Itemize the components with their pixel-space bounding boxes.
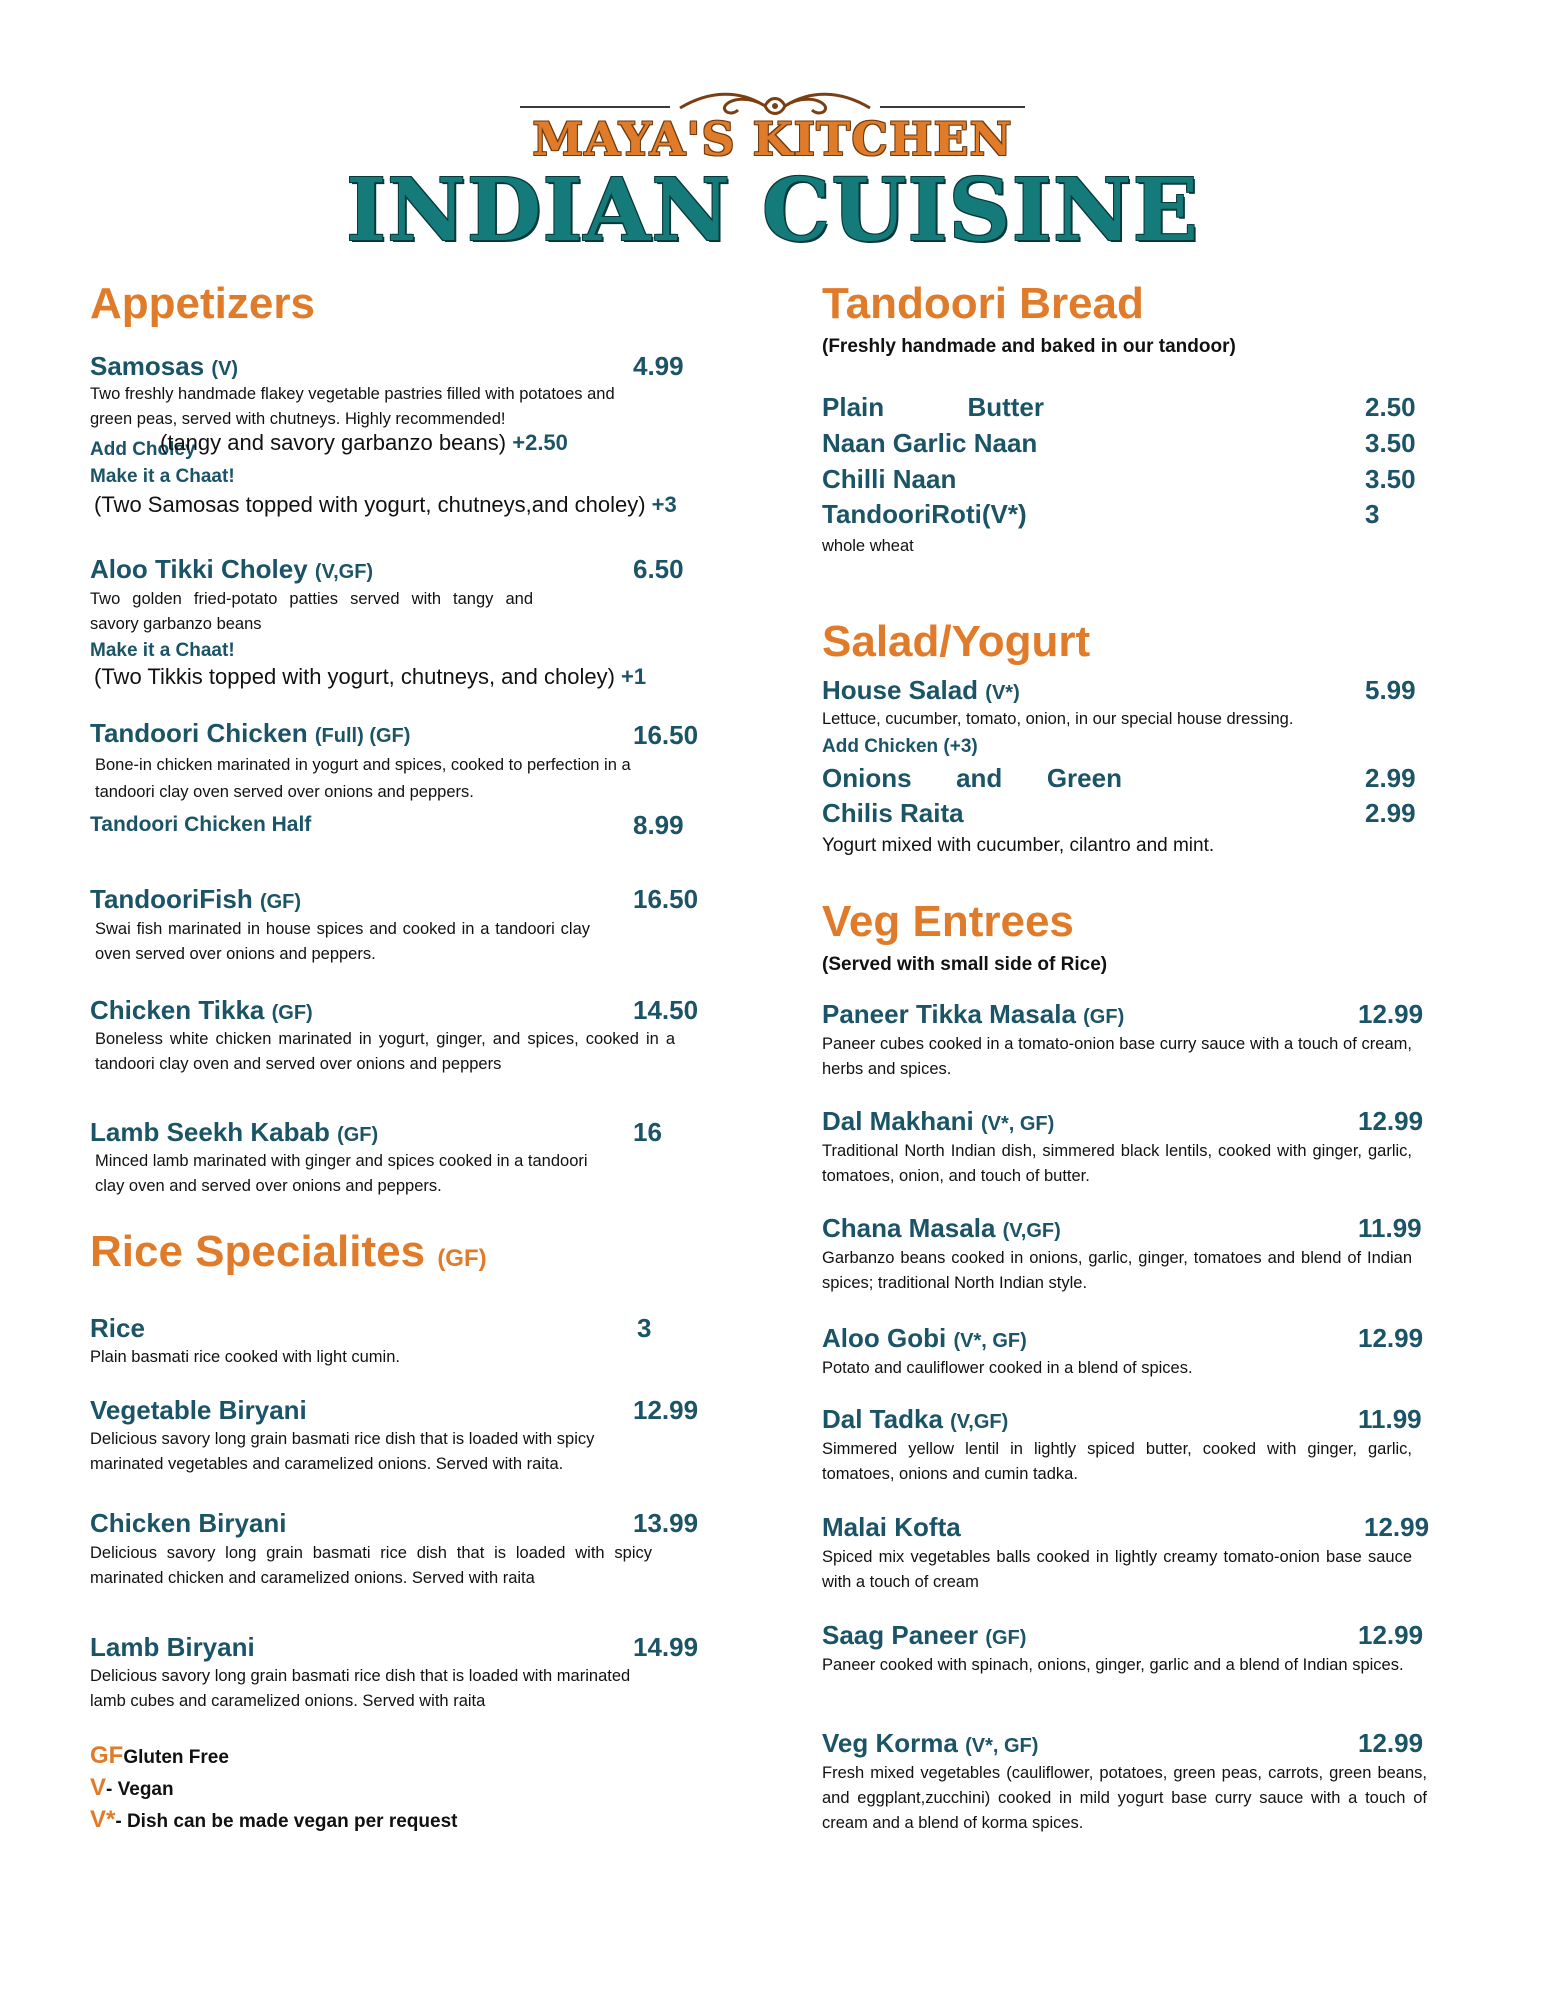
diet-tag: (V*, GF)	[980, 1113, 1055, 1135]
section-title-rice-tag: (GF)	[437, 1245, 487, 1272]
addon-chaat-price-2: +1	[621, 664, 647, 689]
price-chilli-naan: 3.50	[1365, 464, 1416, 494]
item-name-plain: Plain	[822, 392, 885, 422]
desc-vegetable-biryani: Delicious savory long grain basmati rice dish that is loaded with spicy marinated vegetables and caramelized onions. Served with raita.	[90, 1430, 595, 1473]
desc-tandoori-chicken: Bone-in chicken marinated in yogurt and spices, cooked to perfection in a tandoori clay oven served over onions and peppers.	[95, 756, 631, 801]
legend-gluten-free	[90, 1744, 229, 1768]
menu-item-house-salad	[822, 677, 1020, 703]
desc-veg: Potato and cauliflower cooked in a blend of spices.	[822, 1359, 1193, 1377]
desc-veg: Spiced mix vegetables balls cooked in lightly creamy tomato-onion base sauce with a touch of cream	[822, 1548, 1412, 1591]
diet-tag: (V,GF)	[1002, 1220, 1061, 1242]
item-tandoori-chicken-half: Tandoori Chicken Half	[90, 813, 312, 836]
diet-tag: (GF)	[1083, 1006, 1125, 1028]
item-name: Tandoori Chicken	[90, 718, 308, 748]
price-plain-butter: 2.50	[1365, 392, 1416, 422]
menu-item-tandoori-chicken	[90, 720, 410, 746]
menu-item-veg	[822, 1215, 1061, 1241]
menu-item-chilis-raita: Chilis Raita	[822, 798, 964, 828]
section-title-rice	[90, 1227, 487, 1276]
menu-item-plain-butter	[822, 394, 1044, 420]
price-veg: 12.99	[1358, 1323, 1424, 1353]
menu-item-veg	[822, 1108, 1054, 1134]
item-name-and: and	[956, 763, 1003, 793]
price-samosas: 4.99	[633, 351, 684, 381]
diet-tag: (V,GF)	[314, 561, 374, 583]
desc-veg: Fresh mixed vegetables (cauliflower, potatoes, green peas, carrots, green beans, and eggplant,zucchini) cooked in mild yogurt base curry sauce with a touch of cream and a blend of korma spices.	[822, 1764, 1427, 1832]
price-veg: 12.99	[1364, 1512, 1430, 1542]
addon-make-chaat-2: Make it a Chaat!	[90, 640, 235, 661]
addon-choley-price: +2.50	[512, 430, 568, 455]
menu-item-samosas	[90, 353, 238, 379]
price-rice: 3	[637, 1313, 652, 1343]
menu-item-tandoori-fish	[90, 886, 301, 912]
item-name-butter: Butter	[967, 392, 1044, 422]
item-name: Veg Korma	[822, 1728, 958, 1758]
section-title-rice-text: Rice Specialites	[90, 1227, 426, 1276]
item-name: Aloo Gobi	[822, 1323, 947, 1353]
brand-name: MAYA'S KITCHEN	[532, 112, 1013, 166]
price-tandoori-chicken-half: 8.99	[633, 810, 684, 840]
addon-chaat-price: +3	[651, 492, 677, 517]
menu-item-veg	[822, 1406, 1008, 1432]
desc-lamb-seekh-kabab: Minced lamb marinated with ginger and spices cooked in a tandoori clay oven and served over onions and peppers.	[95, 1152, 588, 1195]
desc-lamb-biryani: Delicious savory long grain basmati rice dish that is loaded with marinated lamb cubes and caramelized onions. Served with raita	[90, 1667, 631, 1710]
item-name: Paneer Tikka Masala	[822, 999, 1076, 1029]
price-garlic-naan: 3.50	[1365, 428, 1416, 458]
menu-item-lamb-biryani: Lamb Biryani	[90, 1632, 255, 1662]
price-lamb-seekh-kabab: 16	[633, 1117, 662, 1147]
desc-veg: Simmered yellow lentil in lightly spiced butter, cooked with ginger, garlic, tomatoes, onions and cumin tadka.	[822, 1440, 1412, 1483]
section-title-appetizers: Appetizers	[90, 279, 315, 328]
diet-tag: (GF)	[271, 1002, 313, 1024]
desc-samosas: Two freshly handmade flakey vegetable pastries filled with potatoes and green peas, served with chutneys. Highly recommended!	[90, 385, 615, 428]
menu-item-veg	[822, 1622, 1026, 1648]
menu-item-veg	[822, 1730, 1038, 1756]
item-name: Aloo Tikki Choley	[90, 554, 308, 584]
menu-item-veg	[822, 1514, 961, 1540]
desc-chicken-tikka: Boneless white chicken marinated in yogurt, ginger, and spices, cooked in a tandoori clay oven and served over onions and peppers	[95, 1030, 675, 1073]
item-name: Dal Makhani	[822, 1106, 974, 1136]
diet-tag: (GF)	[337, 1124, 379, 1146]
price-veg: 12.99	[1358, 1620, 1424, 1650]
price-tandoori-chicken: 16.50	[633, 720, 699, 750]
menu-item-tandoori-roti: TandooriRoti(V*)	[822, 499, 1027, 529]
diet-tag: (V*, GF)	[965, 1735, 1039, 1757]
desc-chicken-biryani: Delicious savory long grain basmati rice dish that is loaded with spicy marinated chicken and caramelized onions. Served with raita	[90, 1544, 652, 1587]
addon-choley-desc	[160, 432, 568, 454]
diet-tag: (V*, GF)	[953, 1330, 1027, 1352]
addon-chaat-text: (Two Samosas topped with yogurt, chutneys,and choley)	[94, 492, 646, 517]
veg-note: (Served with small side of Rice)	[822, 954, 1108, 975]
diet-tag: (V)	[211, 358, 239, 380]
item-name-green: Green	[1046, 763, 1122, 793]
legend-key: V	[90, 1774, 107, 1801]
desc-house-salad: Lettuce, cucumber, tomato, onion, in our special house dressing.	[822, 710, 1294, 728]
price-lamb-biryani: 14.99	[633, 1632, 699, 1662]
menu-item-rice: Rice	[90, 1313, 145, 1343]
addon-chaat-desc-2	[94, 666, 646, 688]
diet-tag: (V,GF)	[950, 1411, 1009, 1433]
diet-tag: (Full) (GF)	[314, 725, 411, 747]
section-title-veg-entrees: Veg Entrees	[822, 897, 1074, 946]
addon-chaat-desc	[94, 494, 677, 516]
brand-title: INDIAN CUISINE	[345, 160, 1200, 261]
desc-veg: Garbanzo beans cooked in onions, garlic, ginger, tomatoes and blend of Indian spices; traditional North Indian style.	[822, 1249, 1412, 1292]
desc-veg: Paneer cooked with spinach, onions, ginger, garlic and a blend of Indian spices.	[822, 1656, 1404, 1674]
price-veg: 11.99	[1358, 1213, 1422, 1243]
desc-tandoori-roti: whole wheat	[822, 537, 914, 555]
price-house-salad: 5.99	[1365, 675, 1416, 705]
price-veg: 12.99	[1358, 999, 1424, 1029]
header-rule-left	[520, 106, 670, 108]
legend-vegan	[90, 1776, 174, 1800]
price-tandoori-roti: 3	[1365, 499, 1380, 529]
menu-item-chicken-tikka	[90, 997, 313, 1023]
section-title-salad-yogurt: Salad/Yogurt	[822, 617, 1091, 666]
item-name: Samosas	[90, 351, 205, 381]
menu-item-chicken-biryani: Chicken Biryani	[90, 1508, 287, 1538]
addon-choley-text: (tangy and savory garbanzo beans)	[160, 430, 507, 455]
addon-chaat-text-2: (Two Tikkis topped with yogurt, chutneys, and choley)	[94, 664, 615, 689]
price-onions-green: 2.99	[1365, 763, 1416, 793]
addon-add-choley: Add Choley	[90, 439, 196, 460]
menu-item-aloo-tikki	[90, 556, 373, 582]
header-rule-right	[880, 106, 1025, 108]
item-name: Lamb Seekh Kabab	[90, 1117, 330, 1147]
menu-item-lamb-seekh-kabab	[90, 1119, 378, 1145]
menu-item-onions-green	[822, 765, 1122, 791]
price-vegetable-biryani: 12.99	[633, 1395, 699, 1425]
legend-text: Gluten Free	[123, 1747, 229, 1768]
legend-key: V*	[90, 1806, 116, 1833]
section-title-tandoori-bread: Tandoori Bread	[822, 279, 1144, 328]
item-name: Malai Kofta	[822, 1512, 961, 1542]
item-name: Chicken Tikka	[90, 995, 265, 1025]
desc-veg: Traditional North Indian dish, simmered black lentils, cooked with ginger, garlic, tomatoes, onion, and touch of butter.	[822, 1142, 1412, 1185]
diet-tag: (GF)	[259, 891, 302, 913]
price-aloo-tikki: 6.50	[633, 554, 684, 584]
price-veg: 12.99	[1358, 1106, 1424, 1136]
price-chilis-raita: 2.99	[1365, 798, 1416, 828]
desc-aloo-tikki: Two golden fried-potato patties served with tangy and savory garbanzo beans	[90, 590, 533, 633]
menu-item-veg	[822, 1001, 1124, 1027]
item-name: Chana Masala	[822, 1213, 996, 1243]
price-chicken-tikka: 14.50	[633, 995, 699, 1025]
item-name-onions: Onions	[822, 763, 912, 793]
item-name: House Salad	[822, 675, 979, 705]
item-name: Saag Paneer	[822, 1620, 979, 1650]
bread-note: (Freshly handmade and baked in our tandoor)	[822, 336, 1236, 357]
item-name: TandooriFish	[90, 884, 253, 914]
addon-make-chaat: Make it a Chaat!	[90, 466, 235, 487]
price-chicken-biryani: 13.99	[633, 1508, 699, 1538]
menu-item-chilli-naan: Chilli Naan	[822, 464, 957, 494]
menu-item-garlic-naan: Naan Garlic Naan	[822, 428, 1038, 458]
diet-tag: (GF)	[985, 1627, 1027, 1649]
legend-key: GF	[90, 1742, 124, 1769]
price-tandoori-fish: 16.50	[633, 884, 699, 914]
desc-rice: Plain basmati rice cooked with light cumin.	[90, 1348, 400, 1366]
desc-tandoori-fish: Swai fish marinated in house spices and cooked in a tandoori clay oven served over onions and peppers.	[95, 920, 590, 963]
legend-vegan-request	[90, 1808, 457, 1832]
addon-add-chicken: Add Chicken (+3)	[822, 736, 978, 757]
legend-text: - Dish can be made vegan per request	[115, 1811, 458, 1832]
menu-item-vegetable-biryani: Vegetable Biryani	[90, 1395, 307, 1425]
diet-tag: (V*)	[985, 682, 1020, 704]
menu-item-veg	[822, 1325, 1027, 1351]
legend-text: - Vegan	[106, 1779, 174, 1800]
price-veg: 12.99	[1358, 1728, 1424, 1758]
price-veg: 11.99	[1358, 1404, 1422, 1434]
item-name: Dal Tadka	[822, 1404, 943, 1434]
desc-raita: Yogurt mixed with cucumber, cilantro and mint.	[822, 835, 1215, 856]
desc-veg: Paneer cubes cooked in a tomato-onion base curry sauce with a touch of cream, herbs and spices.	[822, 1035, 1412, 1078]
